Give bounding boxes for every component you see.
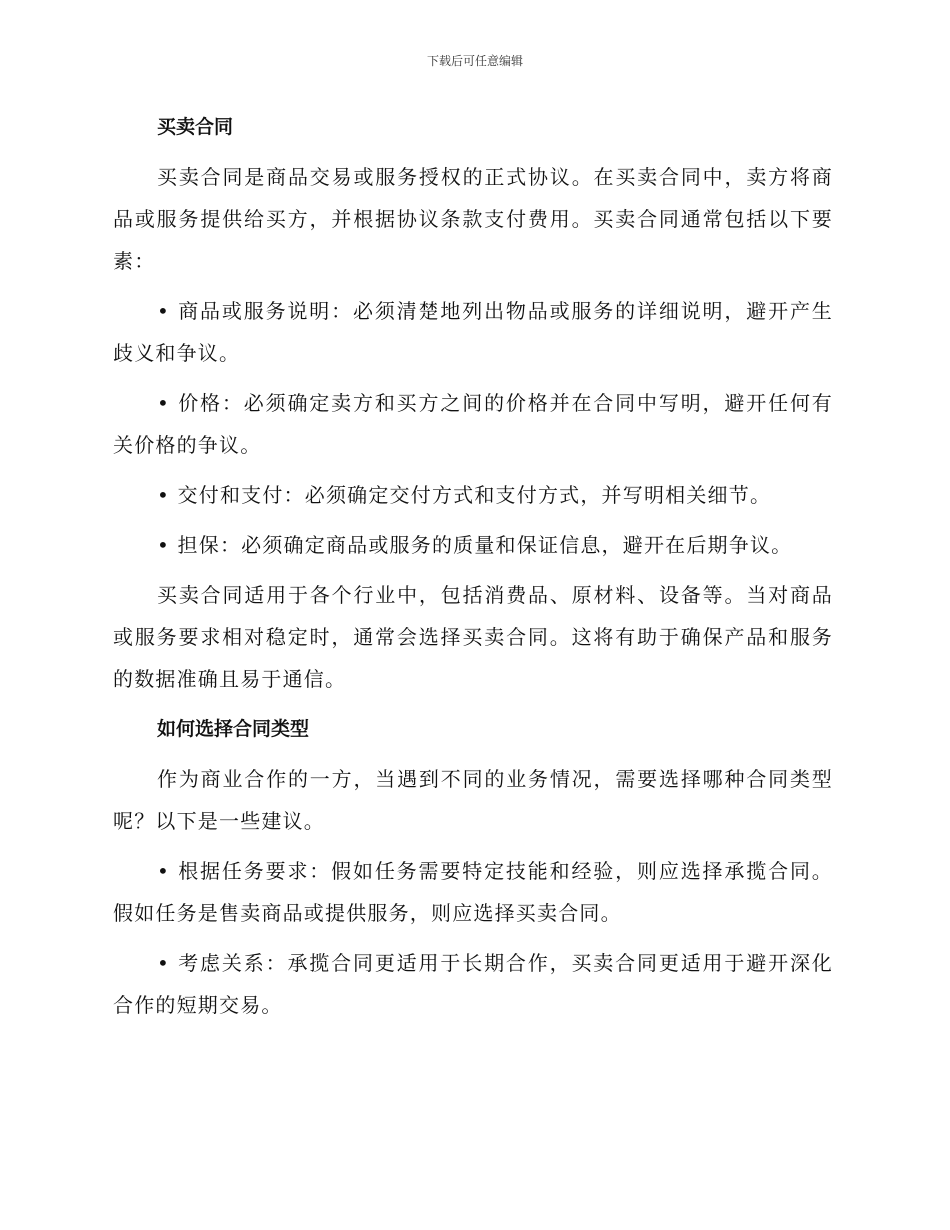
- paragraph-applicability: 买卖合同适用于各个行业中，包括消费品、原材料、设备等。当对商品或服务要求相对稳定时，通常会选择买卖合同。这将有助于确保产品和服务的数据准确且易于通信。: [113, 583, 833, 691]
- paragraph-choose-intro: 作为商业合作的一方，当遇到不同的业务情况，需要选择哪种合同类型呢？以下是一些建议。: [113, 767, 833, 833]
- bullet-task-requirements: • 根据任务要求：假如任务需要特定技能和经验，则应选择承揽合同。假如任务是售卖商品或提供服务，则应选择买卖合同。: [113, 859, 833, 925]
- bullet-guarantee: • 担保：必须确定商品或服务的质量和保证信息，避开在后期争议。: [157, 533, 793, 557]
- bullet-goods-description: • 商品或服务说明：必须清楚地列出物品或服务的详细说明，避开产生歧义和争议。: [113, 299, 833, 365]
- section-heading-choose-contract-type: 如何选择合同类型: [157, 718, 310, 740]
- page-header: 下载后可任意编辑: [426, 54, 523, 68]
- paragraph-intro: 买卖合同是商品交易或服务授权的正式协议。在买卖合同中，卖方将商品或服务提供给买方，并根据协议条款支付费用。买卖合同通常包括以下要素：: [113, 165, 833, 273]
- document-body: [113, 106, 833, 1026]
- bullet-relationship: • 考虑关系：承揽合同更适用于长期合作，买卖合同更适用于避开深化合作的短期交易。: [113, 951, 833, 1017]
- section-heading-sales-contract: 买卖合同: [157, 116, 234, 138]
- bullet-price: • 价格：必须确定卖方和买方之间的价格并在合同中写明，避开任何有关价格的争议。: [113, 391, 833, 457]
- bullet-delivery-payment: • 交付和支付：必须确定交付方式和支付方式，并写明相关细节。: [157, 483, 772, 507]
